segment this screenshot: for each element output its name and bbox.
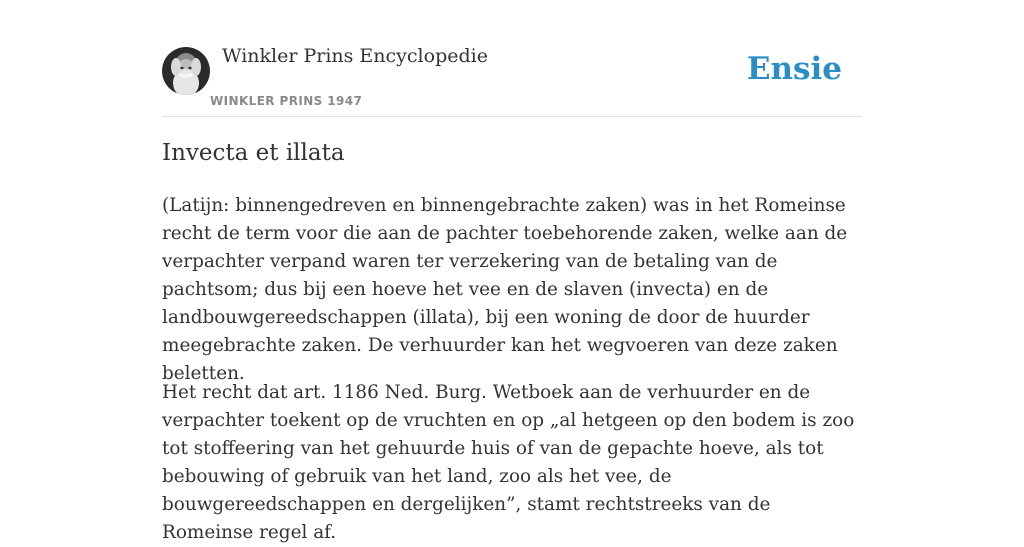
site-title[interactable]: Winkler Prins Encyclopedie (222, 45, 488, 67)
subtitle: WINKLER PRINS 1947 (210, 94, 363, 108)
page-container (162, 0, 862, 543)
ensie-logo[interactable]: Ensie (746, 51, 842, 87)
article-paragraph-1: (Latijn: binnengedreven en binnengebrachte zaken) was in het Romeinse recht de term voor die aan de pachter toebehorende zaken, welke aan de verpachter verpand waren ter verzekering van de betaling van de pachtsom; dus bij een hoeve het vee en de slaven (invecta) en de landbouwgereedschappen (illata), bij een woning de door de huurder meegebrachte zaken. De verhuurder kan het wegvoeren van deze zaken beletten. (162, 195, 848, 384)
header (162, 0, 862, 117)
article-paragraph-2: Het recht dat art. 1186 Ned. Burg. Wetboek aan de verhuurder en de verpachter toekent op de vruchten en op „al hetgeen op den bodem is zoo tot stoffeering van het gehuurde huis of van de gepachte hoeve, als tot bebouwing of gebruik van het land, zoo als het vee, de bouwgereedschappen en dergelijken”, stamt rechtstreeks van de Romeinse regel af. (162, 382, 855, 543)
avatar[interactable] (162, 47, 210, 95)
bearded-man-portrait-icon (162, 47, 210, 95)
article-title: Invecta et illata (162, 140, 345, 166)
